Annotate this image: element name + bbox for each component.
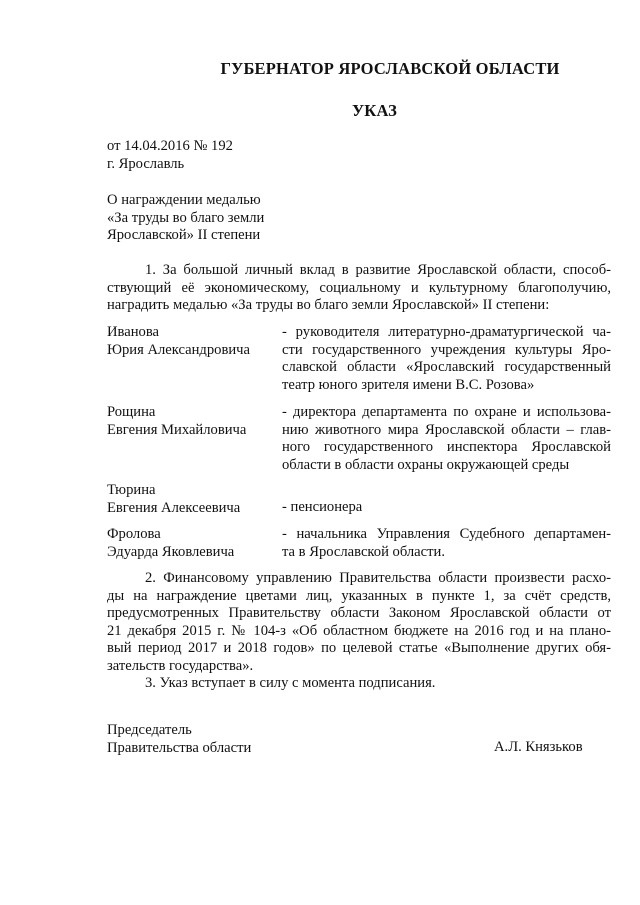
paragraph-line: зательств государства». <box>107 657 254 674</box>
paragraph-line: ствующий её экономическому, социальному и культурному благополучию, <box>107 279 611 296</box>
subject-line: О награждении медалью <box>107 192 261 208</box>
subject-line: «За труды во благо земли <box>107 209 265 226</box>
description-line: - руководителя литературно-драматургической ча- <box>282 324 611 340</box>
description-line: театр юного зрителя имени В.С. Розова» <box>282 376 535 393</box>
paragraph-line: вый период 2017 и 2018 годов» по целевой статье «Выполнение других обя- <box>107 640 611 656</box>
description-line: - директора департамента по охране и использова- <box>282 404 611 420</box>
document-meta <box>107 138 233 173</box>
signature-position <box>107 722 251 757</box>
description-line: славской области «Ярославский государственный <box>282 359 611 375</box>
city: г. Ярославль <box>107 155 185 172</box>
awardee-name <box>107 526 282 561</box>
awardee-name <box>107 482 282 517</box>
date-number: от 14.04.2016 № 192 <box>107 138 233 154</box>
point-3: 3. Указ вступает в силу с момента подписания. <box>145 675 436 691</box>
awardee-surname: Иванова <box>107 324 159 340</box>
paragraph-line: 21 декабря 2015 г. № 104-з «Об областном бюджете на 2016 год и на плано- <box>107 622 611 639</box>
paragraph-line: ды на награждение цветами лиц, указанных в пункте 1, за счёт средств, <box>107 587 611 604</box>
awardee-name <box>107 324 282 359</box>
awardee-surname: Рощина <box>107 404 156 420</box>
awardee-surname: Фролова <box>107 526 161 542</box>
awardee-given-name: Эдуарда Яковлевича <box>107 543 235 560</box>
description-line: - начальника Управления Судебного департамен- <box>282 526 611 542</box>
document-authority: ГУБЕРНАТОР ЯРОСЛАВСКОЙ ОБЛАСТИ <box>220 59 560 78</box>
description-line: области в области охраны окружающей среды <box>282 456 570 473</box>
paragraph-line: 1. За большой личный вклад в развитие Ярославской области, способ- <box>145 262 611 278</box>
paragraph-line: наградить медалью «За труды во благо земли Ярославской» II степени: <box>107 297 550 313</box>
awardee-description <box>282 499 611 517</box>
point-2 <box>107 570 611 675</box>
description-line: сти государственного учреждения культуры Яро- <box>282 341 611 358</box>
description-line: ного государственного инспектора Ярославской <box>282 439 611 455</box>
awardee-given-name: Евгения Михайловича <box>107 421 247 438</box>
paragraph-line: предусмотренных Правительству области Законом Ярославской области от <box>107 605 611 621</box>
awardee-description <box>282 526 611 561</box>
awardee-description <box>282 404 611 474</box>
awardee-surname: Тюрина <box>107 482 156 498</box>
awardee-description <box>282 324 611 394</box>
awardee-name <box>107 404 282 439</box>
document-subject <box>107 192 264 245</box>
description-line: - пенсионера <box>282 499 363 515</box>
subject-line: Ярославской» II степени <box>107 227 261 243</box>
signature-name: А.Л. Князьков <box>494 739 583 755</box>
description-line: та в Ярославской области. <box>282 543 445 560</box>
signature-position-line: Председатель <box>107 722 192 738</box>
description-line: нию животного мира Ярославской области – глав- <box>282 421 611 438</box>
paragraph-line: 2. Финансовому управлению Правительства области произвести расхо- <box>145 570 611 586</box>
awardee-given-name: Юрия Александровича <box>107 341 250 358</box>
signature-position-line: Правительства области <box>107 739 252 756</box>
document-type: УКАЗ <box>352 101 398 120</box>
awardee-given-name: Евгения Алексеевича <box>107 499 241 516</box>
point-1 <box>107 262 611 315</box>
